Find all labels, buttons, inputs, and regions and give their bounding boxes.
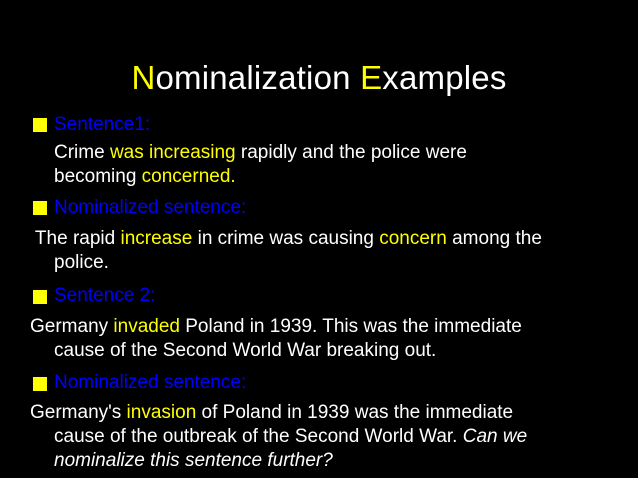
bullet-square-icon — [33, 201, 47, 215]
highlight-span: concerned. — [141, 166, 236, 187]
text-span: Germany's — [30, 402, 127, 423]
text-line — [30, 339, 522, 363]
text-span: Germany — [30, 316, 114, 337]
item-label: Sentence1: — [54, 114, 151, 135]
item-text — [30, 227, 542, 275]
text-line — [30, 401, 527, 425]
item-label: Sentence 2: — [54, 285, 156, 306]
text-span: cause of the outbreak of the Second World War. — [54, 426, 463, 447]
item-text — [30, 315, 522, 363]
text-line — [30, 227, 542, 251]
title-word-rest: ominalization — [155, 59, 361, 96]
title-word-rest: xamples — [382, 59, 507, 96]
text-span: Poland in 1939. This was the immediate — [179, 316, 522, 337]
text-span: The rapid — [30, 228, 121, 249]
text-span: among the — [446, 228, 542, 249]
highlight-span: invasion — [126, 402, 197, 423]
item-label: Nominalized sentence: — [54, 372, 247, 393]
text-span: rapidly and the police were — [235, 142, 467, 163]
text-span: cause of the Second World War breaking out. — [54, 340, 437, 361]
text-line — [30, 315, 522, 339]
text-span: becoming — [54, 166, 142, 187]
italic-question-span: nominalize this sentence further? — [54, 450, 333, 471]
text-span: police. — [54, 252, 109, 273]
text-line — [30, 251, 542, 275]
bullet-square-icon — [33, 118, 47, 132]
item-text — [54, 141, 467, 189]
bullet-square-icon — [33, 377, 47, 391]
bullet-square-icon — [33, 290, 47, 304]
text-line — [54, 141, 467, 165]
italic-question-span: Can we — [462, 426, 528, 447]
text-span: in crime was causing — [192, 228, 380, 249]
highlight-span: concern — [379, 228, 447, 249]
title-initial-n: N — [131, 59, 156, 96]
text-line — [30, 449, 527, 473]
text-span: Crime — [54, 142, 110, 163]
highlight-span: invaded — [113, 316, 180, 337]
highlight-span: was increasing — [109, 142, 236, 163]
item-text — [30, 401, 527, 473]
title-initial-e: E — [360, 59, 383, 96]
text-line — [30, 425, 527, 449]
highlight-span: increase — [120, 228, 193, 249]
text-line — [54, 165, 467, 189]
item-label: Nominalized sentence: — [54, 197, 247, 218]
text-span: of Poland in 1939 was the immediate — [196, 402, 514, 423]
slide-title — [0, 56, 638, 100]
